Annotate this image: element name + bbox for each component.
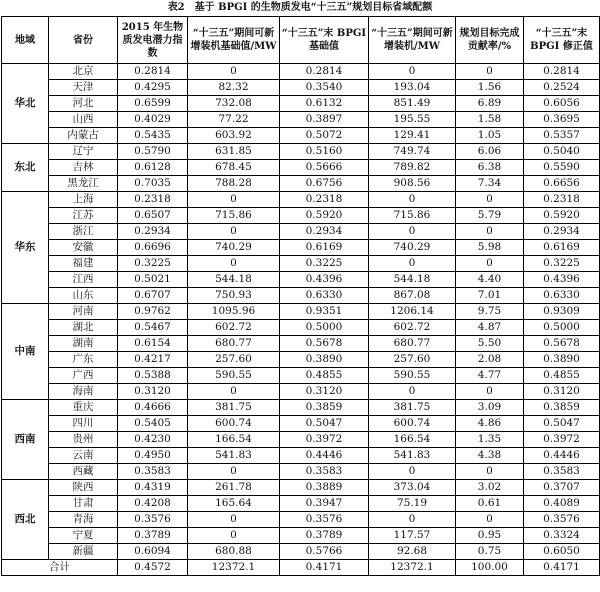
value-cell: 788.28 xyxy=(188,176,280,192)
value-cell: 0.5000 xyxy=(524,320,600,336)
value-cell: 0 xyxy=(188,528,280,544)
value-cell: 75.19 xyxy=(369,496,456,512)
region-cell: 华北 xyxy=(2,64,49,144)
value-cell: 373.04 xyxy=(369,480,456,496)
table-row xyxy=(2,496,600,512)
province-cell: 海南 xyxy=(49,384,118,400)
table-row xyxy=(2,416,600,432)
region-cell: 西北 xyxy=(2,480,49,560)
value-cell: 600.74 xyxy=(369,416,456,432)
province-cell: 贵州 xyxy=(49,432,118,448)
value-cell: 0.3225 xyxy=(280,256,369,272)
value-cell: 6.06 xyxy=(456,144,524,160)
value-cell: 544.18 xyxy=(369,272,456,288)
table-row xyxy=(2,448,600,464)
value-cell: 0.4396 xyxy=(280,272,369,288)
province-cell: 内蒙古 xyxy=(49,128,118,144)
total-value-cell: 0.4171 xyxy=(280,560,369,576)
province-cell: 江西 xyxy=(49,272,118,288)
value-cell: 3.02 xyxy=(456,480,524,496)
table-row xyxy=(2,64,600,80)
value-cell: 715.86 xyxy=(369,208,456,224)
table-row xyxy=(2,80,600,96)
province-cell: 山东 xyxy=(49,288,118,304)
value-cell: 4.86 xyxy=(456,416,524,432)
value-cell: 0.9309 xyxy=(524,304,600,320)
province-cell: 福建 xyxy=(49,256,118,272)
province-cell: 宁夏 xyxy=(49,528,118,544)
province-cell: 河南 xyxy=(49,304,118,320)
value-cell: 0.3120 xyxy=(280,384,369,400)
value-cell: 0 xyxy=(188,224,280,240)
value-cell: 0 xyxy=(369,192,456,208)
value-cell: 0.9762 xyxy=(118,304,188,320)
table-row xyxy=(2,336,600,352)
value-cell: 166.54 xyxy=(188,432,280,448)
value-cell: 4.38 xyxy=(456,448,524,464)
province-cell: 吉林 xyxy=(49,160,118,176)
value-cell: 0.5766 xyxy=(280,544,369,560)
table-row xyxy=(2,400,600,416)
province-cell: 重庆 xyxy=(49,400,118,416)
value-cell: 908.56 xyxy=(369,176,456,192)
table-row xyxy=(2,352,600,368)
value-cell: 867.08 xyxy=(369,288,456,304)
value-cell: 0.4855 xyxy=(280,368,369,384)
value-cell: 602.72 xyxy=(369,320,456,336)
value-cell: 740.29 xyxy=(369,240,456,256)
value-cell: 0.3789 xyxy=(118,528,188,544)
value-cell: 0.4446 xyxy=(524,448,600,464)
province-cell: 北京 xyxy=(49,64,118,80)
value-cell: 0.61 xyxy=(456,496,524,512)
value-cell: 7.01 xyxy=(456,288,524,304)
value-cell: 0.5047 xyxy=(280,416,369,432)
value-cell: 0.4446 xyxy=(280,448,369,464)
value-cell: 0.3707 xyxy=(524,480,600,496)
value-cell: 4.87 xyxy=(456,320,524,336)
value-cell: 0.3859 xyxy=(524,400,600,416)
value-cell: 0.3972 xyxy=(280,432,369,448)
value-cell: 0 xyxy=(456,384,524,400)
value-cell: 0 xyxy=(369,64,456,80)
value-cell: 3.09 xyxy=(456,400,524,416)
value-cell: 0.5047 xyxy=(524,416,600,432)
value-cell: 0.3576 xyxy=(118,512,188,528)
value-cell: 680.88 xyxy=(188,544,280,560)
value-cell: 0 xyxy=(456,256,524,272)
value-cell: 0 xyxy=(456,192,524,208)
value-cell: 680.77 xyxy=(188,336,280,352)
province-cell: 辽宁 xyxy=(49,144,118,160)
header-base-capacity: “十三五”期间可新增装机基础值/MW xyxy=(188,17,280,64)
value-cell: 0 xyxy=(369,256,456,272)
value-cell: 0.3583 xyxy=(280,464,369,480)
total-value-cell: 12372.1 xyxy=(369,560,456,576)
value-cell: 603.92 xyxy=(188,128,280,144)
value-cell: 0.3225 xyxy=(524,256,600,272)
value-cell: 257.60 xyxy=(188,352,280,368)
table-row xyxy=(2,432,600,448)
value-cell: 0.5790 xyxy=(118,144,188,160)
value-cell: 0.5000 xyxy=(280,320,369,336)
value-cell: 541.83 xyxy=(369,448,456,464)
value-cell: 0 xyxy=(188,384,280,400)
value-cell: 1206.14 xyxy=(369,304,456,320)
table-row xyxy=(2,160,600,176)
value-cell: 0 xyxy=(456,64,524,80)
value-cell: 0.6169 xyxy=(524,240,600,256)
value-cell: 0 xyxy=(456,464,524,480)
value-cell: 0.3576 xyxy=(524,512,600,528)
value-cell: 0.6707 xyxy=(118,288,188,304)
value-cell: 0.2934 xyxy=(118,224,188,240)
value-cell: 165.64 xyxy=(188,496,280,512)
value-cell: 0 xyxy=(188,464,280,480)
value-cell: 0.7035 xyxy=(118,176,188,192)
value-cell: 0.4950 xyxy=(118,448,188,464)
value-cell: 0.4396 xyxy=(524,272,600,288)
table-row xyxy=(2,272,600,288)
value-cell: 0.2318 xyxy=(524,192,600,208)
value-cell: 92.68 xyxy=(369,544,456,560)
value-cell: 0.3859 xyxy=(280,400,369,416)
province-cell: 浙江 xyxy=(49,224,118,240)
header-bpgi-corrected: “十三五”末 BPGI 修正值 xyxy=(524,17,600,64)
value-cell: 257.60 xyxy=(369,352,456,368)
value-cell: 0.5920 xyxy=(280,208,369,224)
value-cell: 0.3583 xyxy=(524,464,600,480)
value-cell: 6.89 xyxy=(456,96,524,112)
value-cell: 0.3897 xyxy=(280,112,369,128)
value-cell: 0 xyxy=(188,192,280,208)
value-cell: 0.9351 xyxy=(280,304,369,320)
table-row xyxy=(2,96,600,112)
province-cell: 安徽 xyxy=(49,240,118,256)
value-cell: 0.5666 xyxy=(280,160,369,176)
province-cell: 陕西 xyxy=(49,480,118,496)
table-row xyxy=(2,544,600,560)
value-cell: 0.3889 xyxy=(280,480,369,496)
value-cell: 77.22 xyxy=(188,112,280,128)
value-cell: 0.3120 xyxy=(118,384,188,400)
province-cell: 黑龙江 xyxy=(49,176,118,192)
value-cell: 750.93 xyxy=(188,288,280,304)
value-cell: 0.4855 xyxy=(524,368,600,384)
value-cell: 0.4089 xyxy=(524,496,600,512)
value-cell: 1.35 xyxy=(456,432,524,448)
province-cell: 河北 xyxy=(49,96,118,112)
value-cell: 1.56 xyxy=(456,80,524,96)
value-cell: 0 xyxy=(369,384,456,400)
value-cell: 0.6154 xyxy=(118,336,188,352)
value-cell: 0.5357 xyxy=(524,128,600,144)
value-cell: 631.85 xyxy=(188,144,280,160)
value-cell: 0.3890 xyxy=(524,352,600,368)
value-cell: 0 xyxy=(369,464,456,480)
value-cell: 0.5678 xyxy=(524,336,600,352)
header-bpgi-2015: 2015 年生物质发电潜力指数 xyxy=(118,17,188,64)
province-cell: 青海 xyxy=(49,512,118,528)
province-cell: 四川 xyxy=(49,416,118,432)
value-cell: 0.4319 xyxy=(118,480,188,496)
table-caption: 表2 基于 BPGI 的生物质发电“十三五”规划目标省域配额 xyxy=(167,2,433,13)
value-cell: 1.05 xyxy=(456,128,524,144)
total-value-cell: 0.4171 xyxy=(524,560,600,576)
value-cell: 0.4666 xyxy=(118,400,188,416)
table-row xyxy=(2,480,600,496)
value-cell: 544.18 xyxy=(188,272,280,288)
value-cell: 195.55 xyxy=(369,112,456,128)
province-cell: 甘肃 xyxy=(49,496,118,512)
province-cell: 天津 xyxy=(49,80,118,96)
total-value-cell: 100.00 xyxy=(456,560,524,576)
value-cell: 0.4029 xyxy=(118,112,188,128)
value-cell: 5.50 xyxy=(456,336,524,352)
value-cell: 0.5160 xyxy=(280,144,369,160)
value-cell: 0.6094 xyxy=(118,544,188,560)
value-cell: 0.4208 xyxy=(118,496,188,512)
value-cell: 0.6169 xyxy=(280,240,369,256)
region-cell: 中南 xyxy=(2,304,49,400)
value-cell: 1.58 xyxy=(456,112,524,128)
table-row xyxy=(2,256,600,272)
value-cell: 166.54 xyxy=(369,432,456,448)
value-cell: 0.6128 xyxy=(118,160,188,176)
header-region: 地域 xyxy=(2,17,49,64)
province-cell: 江苏 xyxy=(49,208,118,224)
value-cell: 1095.96 xyxy=(188,304,280,320)
table-row xyxy=(2,512,600,528)
table-row xyxy=(2,112,600,128)
value-cell: 0.2318 xyxy=(280,192,369,208)
table-row xyxy=(2,288,600,304)
value-cell: 381.75 xyxy=(369,400,456,416)
value-cell: 590.55 xyxy=(369,368,456,384)
value-cell: 740.29 xyxy=(188,240,280,256)
value-cell: 590.55 xyxy=(188,368,280,384)
value-cell: 0.2934 xyxy=(524,224,600,240)
value-cell: 4.40 xyxy=(456,272,524,288)
value-cell: 0.3890 xyxy=(280,352,369,368)
value-cell: 0.6656 xyxy=(524,176,600,192)
value-cell: 0.5021 xyxy=(118,272,188,288)
province-cell: 广东 xyxy=(49,352,118,368)
table-row xyxy=(2,320,600,336)
table-row xyxy=(2,144,600,160)
value-cell: 0.6132 xyxy=(280,96,369,112)
value-cell: 0 xyxy=(188,512,280,528)
value-cell: 2.08 xyxy=(456,352,524,368)
province-cell: 湖南 xyxy=(49,336,118,352)
province-cell: 上海 xyxy=(49,192,118,208)
value-cell: 789.82 xyxy=(369,160,456,176)
value-cell: 5.98 xyxy=(456,240,524,256)
province-cell: 新疆 xyxy=(49,544,118,560)
table-row xyxy=(2,368,600,384)
value-cell: 851.49 xyxy=(369,96,456,112)
value-cell: 680.77 xyxy=(369,336,456,352)
region-cell: 西南 xyxy=(2,400,49,480)
value-cell: 4.77 xyxy=(456,368,524,384)
total-label: 合计 xyxy=(2,560,118,576)
value-cell: 0.3583 xyxy=(118,464,188,480)
value-cell: 0 xyxy=(188,256,280,272)
value-cell: 0.4230 xyxy=(118,432,188,448)
value-cell: 0.2524 xyxy=(524,80,600,96)
value-cell: 0.4217 xyxy=(118,352,188,368)
value-cell: 0.5040 xyxy=(524,144,600,160)
value-cell: 0.6330 xyxy=(524,288,600,304)
value-cell: 0.95 xyxy=(456,528,524,544)
value-cell: 0.2814 xyxy=(524,64,600,80)
value-cell: 0 xyxy=(456,512,524,528)
value-cell: 0.3324 xyxy=(524,528,600,544)
value-cell: 602.72 xyxy=(188,320,280,336)
header-province: 省份 xyxy=(49,17,118,64)
value-cell: 732.08 xyxy=(188,96,280,112)
value-cell: 0.3789 xyxy=(280,528,369,544)
value-cell: 117.57 xyxy=(369,528,456,544)
province-cell: 西藏 xyxy=(49,464,118,480)
value-cell: 0 xyxy=(369,512,456,528)
value-cell: 0.6507 xyxy=(118,208,188,224)
value-cell: 0.6756 xyxy=(280,176,369,192)
value-cell: 0.6056 xyxy=(524,96,600,112)
total-value-cell: 12372.1 xyxy=(188,560,280,576)
value-cell: 9.75 xyxy=(456,304,524,320)
value-cell: 0.5072 xyxy=(280,128,369,144)
table-row xyxy=(2,384,600,400)
value-cell: 0.5388 xyxy=(118,368,188,384)
value-cell: 193.04 xyxy=(369,80,456,96)
value-cell: 0.2934 xyxy=(280,224,369,240)
value-cell: 0.2814 xyxy=(118,64,188,80)
total-value-cell: 0.4572 xyxy=(118,560,188,576)
value-cell: 0.3947 xyxy=(280,496,369,512)
province-cell: 云南 xyxy=(49,448,118,464)
header-bpgi-base: “十三五”末 BPGI 基础值 xyxy=(280,17,369,64)
value-cell: 0.5678 xyxy=(280,336,369,352)
value-cell: 749.74 xyxy=(369,144,456,160)
value-cell: 0 xyxy=(369,224,456,240)
value-cell: 715.86 xyxy=(188,208,280,224)
value-cell: 261.78 xyxy=(188,480,280,496)
table-body xyxy=(2,64,600,576)
value-cell: 5.79 xyxy=(456,208,524,224)
value-cell: 0.2318 xyxy=(118,192,188,208)
value-cell: 7.34 xyxy=(456,176,524,192)
total-row xyxy=(2,560,600,576)
province-cell: 山西 xyxy=(49,112,118,128)
table-row xyxy=(2,224,600,240)
value-cell: 6.38 xyxy=(456,160,524,176)
header-new-capacity: “十三五”期间可新增装机/MW xyxy=(369,17,456,64)
value-cell: 0.3225 xyxy=(118,256,188,272)
value-cell: 0.3695 xyxy=(524,112,600,128)
quota-table xyxy=(1,16,600,576)
value-cell: 0 xyxy=(456,224,524,240)
table-row xyxy=(2,528,600,544)
value-cell: 0.6696 xyxy=(118,240,188,256)
value-cell: 0.6050 xyxy=(524,544,600,560)
value-cell: 0.3540 xyxy=(280,80,369,96)
value-cell: 678.45 xyxy=(188,160,280,176)
table-row xyxy=(2,208,600,224)
value-cell: 0.75 xyxy=(456,544,524,560)
value-cell: 0.3576 xyxy=(280,512,369,528)
value-cell: 0.4295 xyxy=(118,80,188,96)
value-cell: 0.2814 xyxy=(280,64,369,80)
table-row xyxy=(2,464,600,480)
value-cell: 0.5405 xyxy=(118,416,188,432)
header-contribution: 规划目标完成贡献率/% xyxy=(456,17,524,64)
value-cell: 82.32 xyxy=(188,80,280,96)
region-cell: 华东 xyxy=(2,192,49,304)
value-cell: 0.6599 xyxy=(118,96,188,112)
value-cell: 0.6330 xyxy=(280,288,369,304)
table-row xyxy=(2,240,600,256)
value-cell: 0.3972 xyxy=(524,432,600,448)
region-cell: 东北 xyxy=(2,144,49,192)
value-cell: 381.75 xyxy=(188,400,280,416)
value-cell: 0.5590 xyxy=(524,160,600,176)
value-cell: 0.5467 xyxy=(118,320,188,336)
table-row xyxy=(2,304,600,320)
value-cell: 0.5920 xyxy=(524,208,600,224)
table-row xyxy=(2,176,600,192)
table-row xyxy=(2,192,600,208)
province-cell: 广西 xyxy=(49,368,118,384)
value-cell: 0 xyxy=(188,64,280,80)
value-cell: 0.5435 xyxy=(118,128,188,144)
value-cell: 600.74 xyxy=(188,416,280,432)
value-cell: 541.83 xyxy=(188,448,280,464)
header-row xyxy=(2,17,600,64)
value-cell: 0.3120 xyxy=(524,384,600,400)
province-cell: 湖北 xyxy=(49,320,118,336)
table-row xyxy=(2,128,600,144)
value-cell: 129.41 xyxy=(369,128,456,144)
